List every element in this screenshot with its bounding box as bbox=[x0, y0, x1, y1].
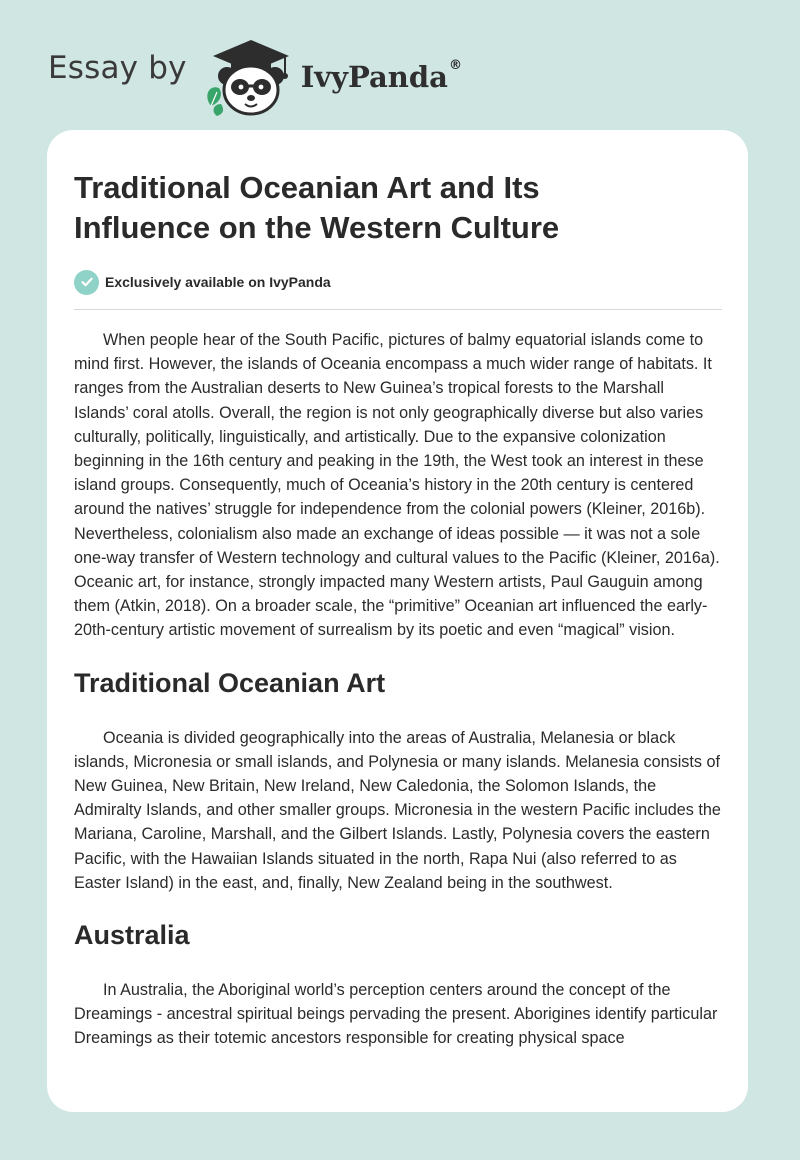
intro-paragraph: When people hear of the South Pacific, pictures of balmy equatorial islands come to mind first. However, the islands of Oceania encompass a much wider range of habitats. It ranges from the Australian deserts to New Guinea’s tropical forests to the Marshall Islands’ coral atolls. Overall, the region is not only geographically diverse but also varies culturally, politically, linguistically, and artistically. Due to the expansive colonization beginning in the 16th century and peaking in the 19th, the West took an interest in these island groups. Consequently, much of Oceania’s history in the 20th century is centered around the natives’ struggle for independence from the colonial powers (Kleiner, 2016b). Nevertheless, colonialism also made an exchange of ideas possible — it was not a sole one-way transfer of Western technology and cultural values to the Pacific (Kleiner, 2016a). Oceanic art, for instance, strongly impacted many Western artists, Paul Gauguin among them (Atkin, 2018). On a broader scale, the “primitive” Oceanian art influenced the early-20th-century artistic movement of surrealism by its poetic and even “magical” vision. bbox=[74, 331, 720, 640]
essay-card bbox=[47, 130, 748, 1112]
check-circle-icon bbox=[74, 270, 99, 295]
essay-title-line-2: Influence on the Western Culture bbox=[74, 210, 560, 245]
brand-prefix: Essay by bbox=[48, 50, 187, 86]
exclusive-badge bbox=[74, 268, 722, 296]
essay-title-line-1: Traditional Oceanian Art and Its bbox=[74, 170, 540, 205]
brand-name[interactable]: IvyPanda® bbox=[300, 58, 462, 94]
section-paragraph-traditional-oceanian-art: Oceania is divided geographically into the areas of Australia, Melanesia or black islands, Micronesia or small islands, and Polynesia or many islands. Melanesia consists of New Guinea, New Britain, New Ireland, New Caledonia, the Solomon Islands, the Admiralty Islands, and other smaller groups. Micronesia in the western Pacific includes the Mariana, Caroline, Marshall, and the Gilbert Islands. Lastly, Polynesia covers the eastern Pacific, with the Hawaiian Islands situated in the north, Rapa Nui (also referred to as Easter Island) in the east, and, finally, New Zealand being in the southwest. bbox=[74, 728, 721, 892]
exclusive-label: Exclusively available on IvyPanda bbox=[105, 274, 331, 290]
section-paragraph-australia: In Australia, the Aboriginal world’s perception centers around the concept of the Dreamings - ancestral spiritual beings pervading the present. Aborigines identify particular Dreamings as their totemic ancestors responsible for creating physical space bbox=[74, 981, 718, 1048]
trademark-sign: ® bbox=[448, 58, 462, 73]
panda-graduate-icon[interactable] bbox=[201, 32, 293, 118]
essay-title bbox=[74, 168, 722, 248]
section-heading-traditional-oceanian-art: Traditional Oceanian Art bbox=[74, 667, 386, 698]
divider bbox=[74, 309, 722, 310]
site-header bbox=[48, 30, 462, 120]
section-heading-australia: Australia bbox=[74, 920, 190, 951]
